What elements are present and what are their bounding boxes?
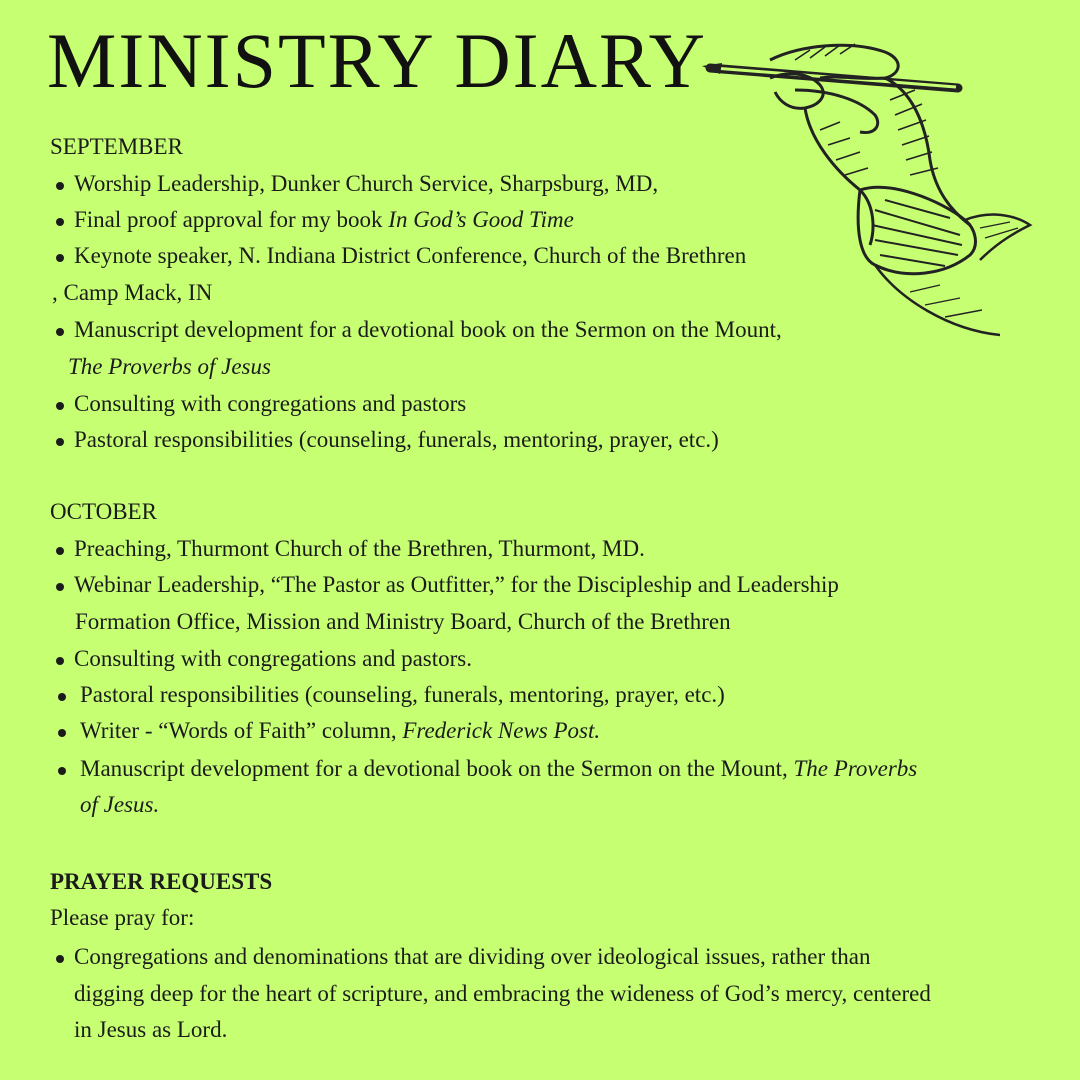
october-heading: OCTOBER bbox=[50, 499, 157, 524]
book-title: The Proverbs bbox=[793, 756, 918, 781]
sep-item-5: Consulting with congregations and pastors bbox=[74, 391, 467, 416]
oct-item-2: Webinar Leadership, “The Pastor as Outfitter,” for the Discipleship and Leadership bbox=[74, 572, 839, 597]
publication-title: Frederick News Post. bbox=[402, 718, 601, 743]
sep-item-4: Manuscript development for a devotional book on the Sermon on the Mount, bbox=[74, 317, 782, 342]
prayer-intro: Please pray for: bbox=[50, 905, 195, 930]
bullet-icon bbox=[56, 328, 64, 336]
sep-item-3-cont: , Camp Mack, IN bbox=[52, 280, 213, 305]
bullet-icon bbox=[56, 402, 64, 410]
sep-item-3: Keynote speaker, N. Indiana District Conference, Church of the Brethren bbox=[74, 243, 747, 268]
oct-item-6: Manuscript development for a devotional book on the Sermon on the Mount, The Proverbs bbox=[80, 756, 918, 781]
oct-item-2-cont: Formation Office, Mission and Ministry Board, Church of the Brethren bbox=[75, 609, 731, 634]
bullet-icon bbox=[56, 218, 64, 226]
bullet-icon bbox=[58, 729, 66, 737]
sep-item-2: Final proof approval for my book In God’s Good Time bbox=[74, 207, 574, 232]
bullet-icon bbox=[56, 583, 64, 591]
bullet-icon bbox=[56, 438, 64, 446]
prayer-heading: PRAYER REQUESTS bbox=[50, 869, 273, 894]
hand-with-pen-illustration bbox=[700, 30, 1040, 350]
oct-item-5: Writer - “Words of Faith” column, Frederick News Post. bbox=[80, 718, 601, 743]
oct-item-3: Consulting with congregations and pastors. bbox=[74, 646, 472, 671]
book-title-cont: of Jesus. bbox=[80, 792, 160, 817]
bullet-icon bbox=[58, 693, 66, 701]
page-title: MINISTRY DIARY bbox=[47, 17, 707, 104]
prayer-item-1-cont2: in Jesus as Lord. bbox=[74, 1017, 228, 1042]
sep-item-6: Pastoral responsibilities (counseling, funerals, mentoring, prayer, etc.) bbox=[74, 427, 719, 452]
bullet-icon bbox=[56, 547, 64, 555]
sep-item-1: Worship Leadership, Dunker Church Service, Sharpsburg, MD, bbox=[74, 171, 659, 196]
bullet-icon bbox=[56, 182, 64, 190]
book-title: In God’s Good Time bbox=[388, 207, 574, 232]
bullet-icon bbox=[56, 955, 64, 963]
book-title: The Proverbs of Jesus bbox=[68, 354, 271, 379]
bullet-icon bbox=[56, 254, 64, 262]
oct-item-1: Preaching, Thurmont Church of the Brethren, Thurmont, MD. bbox=[74, 536, 645, 561]
prayer-item-1: Congregations and denominations that are dividing over ideological issues, rather than bbox=[74, 944, 871, 969]
bullet-icon bbox=[56, 657, 64, 665]
bullet-icon bbox=[58, 767, 66, 775]
oct-item-6-cont bbox=[80, 791, 159, 819]
prayer-item-1-cont: digging deep for the heart of scripture, and embracing the wideness of God’s mercy, centered bbox=[74, 981, 931, 1006]
oct-item-4: Pastoral responsibilities (counseling, funerals, mentoring, prayer, etc.) bbox=[80, 682, 725, 707]
september-heading: SEPTEMBER bbox=[50, 134, 183, 159]
sep-item-4-cont bbox=[68, 353, 271, 381]
